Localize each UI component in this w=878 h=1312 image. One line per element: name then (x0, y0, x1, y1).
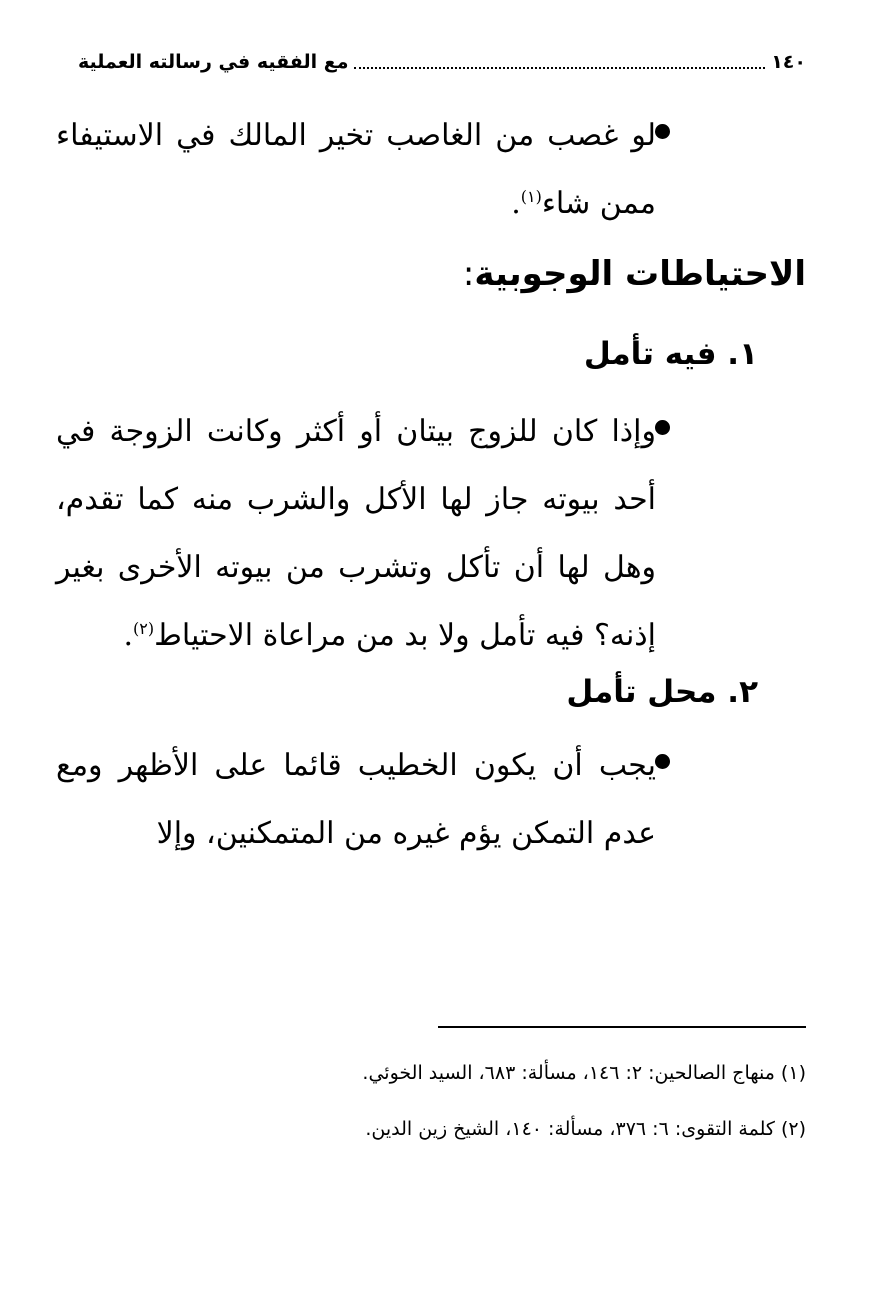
item-2-heading: ٢. محل تأمل (566, 674, 758, 710)
section-heading-text: الاحتياطات الوجوبية (474, 254, 806, 294)
footnote-ref-1: (١) (520, 187, 542, 206)
footnote-separator (438, 1026, 806, 1028)
item-1-text: وإذا كان للزوج بيتان أو أكثر وكانت الزوجة في أحد بيوته جاز لها الأكل والشرب منه كما تقدم، وهل لها أن تأكل وتشرب من بيوته الأخرى بغير إذنه؟ فيه تأمل ولا بد من مراعاة الاحتياط (56, 414, 656, 653)
running-title: مع الفقيه في رسالته العملية (78, 51, 349, 73)
page-number: ١٤٠ (771, 51, 806, 73)
running-header (78, 46, 806, 78)
item-2-text: يجب أن يكون الخطيب قائما على الأظهر ومع عدم التمكن يؤم غيره من المتمكنين، وإلا (56, 748, 656, 851)
item-1-paragraph (56, 398, 656, 670)
intro-bullet-text: لو غصب من الغاصب تخير المالك في الاستيفاء ممن شاء (56, 118, 656, 221)
item-1-end: . (123, 618, 134, 653)
header-dot-leader (354, 67, 765, 69)
section-heading (463, 254, 806, 294)
bullet-marker (655, 754, 670, 769)
bullet-marker (655, 124, 670, 139)
section-heading-colon: : (462, 254, 475, 294)
item-1-heading: ١. فيه تأمل (583, 336, 758, 372)
bullet-marker (655, 420, 670, 435)
footnote-1: (١) منهاج الصالحين: ٢: ١٤٦، مسألة: ٦٨٣، السيد الخوئي. (362, 1062, 806, 1084)
intro-bullet-paragraph (56, 102, 656, 238)
intro-bullet-end: . (511, 186, 521, 221)
footnote-ref-2: (٢) (133, 619, 155, 638)
footnote-2: (٢) كلمة التقوى: ٦: ٣٧٦، مسألة: ١٤٠، الشيخ زين الدين. (365, 1118, 806, 1140)
item-2-paragraph (56, 732, 656, 868)
